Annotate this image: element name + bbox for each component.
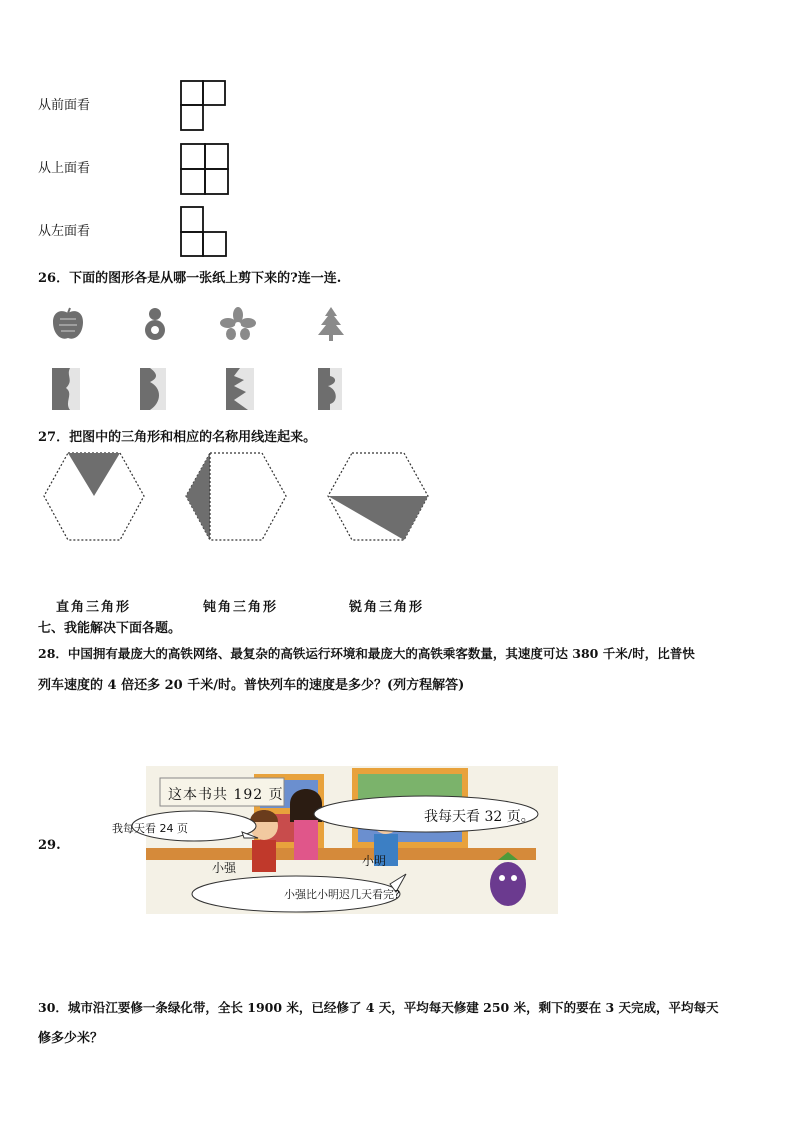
gourd-cutout-icon [140,305,170,343]
q30-line1: 30．城市沿江要修一条绿化带，全长 1900 米，已经修了 4 天，平均每天修建 250 米，剩下的要在 3 天完成，平均每天 [38,1000,719,1015]
hexagon-acute-triangle-icon [42,452,146,542]
q29-number: 29. [38,838,61,853]
folded-paper-b-icon [140,368,166,410]
view-label-left: 从左面看 [38,224,91,239]
left-view-grid-icon [180,206,228,258]
q29-sign-text: 这本书共 192 页 [168,787,284,803]
label-right-triangle: 直角三角形 [56,600,132,615]
label-obtuse-triangle: 钝角三角形 [203,600,279,615]
view-label-top: 从上面看 [38,161,91,176]
q30-line2: 修多少米？ [38,1031,104,1046]
folded-paper-a-icon [52,368,80,410]
q28-line2: 列车速度的 4 倍还多 20 千米/时。普快列车的速度是多少？(列方程解答) [38,678,465,693]
apple-cutout-icon [50,307,86,343]
hexagon-obtuse-triangle-icon [326,452,430,542]
label-acute-triangle: 锐角三角形 [349,600,425,615]
section-title: 七、我能解决下面各题。 [38,621,182,636]
q27-text: 27．把图中的三角形和相应的名称用线连起来。 [38,430,317,445]
flower-cutout-icon [220,307,256,341]
tree-cutout-icon [315,306,347,342]
view-label-front: 从前面看 [38,98,91,113]
q29-bubble-right: 我每天看 32 页。 [424,809,535,825]
q28-line1: 28．中国拥有最庞大的高铁网络、最复杂的高铁运行环境和最庞大的高铁乘客数量，其速度可达 380 千米/时，比普快 [38,646,695,661]
hexagon-right-triangle-icon [184,452,288,542]
q29-name-right: 小明 [362,854,387,868]
q29-bubble-left: 我每天看 24 页 [112,822,188,835]
front-view-grid-icon [180,80,228,132]
top-view-grid-icon [180,143,230,195]
q29-name-left: 小强 [212,861,237,875]
q26-text: 26．下面的图形各是从哪一张纸上剪下来的?连一连. [38,271,342,286]
folded-paper-c-icon [226,368,254,410]
q29-bubble-question: 小强比小明迟几天看完? [284,888,400,901]
folded-paper-d-icon [318,368,342,410]
